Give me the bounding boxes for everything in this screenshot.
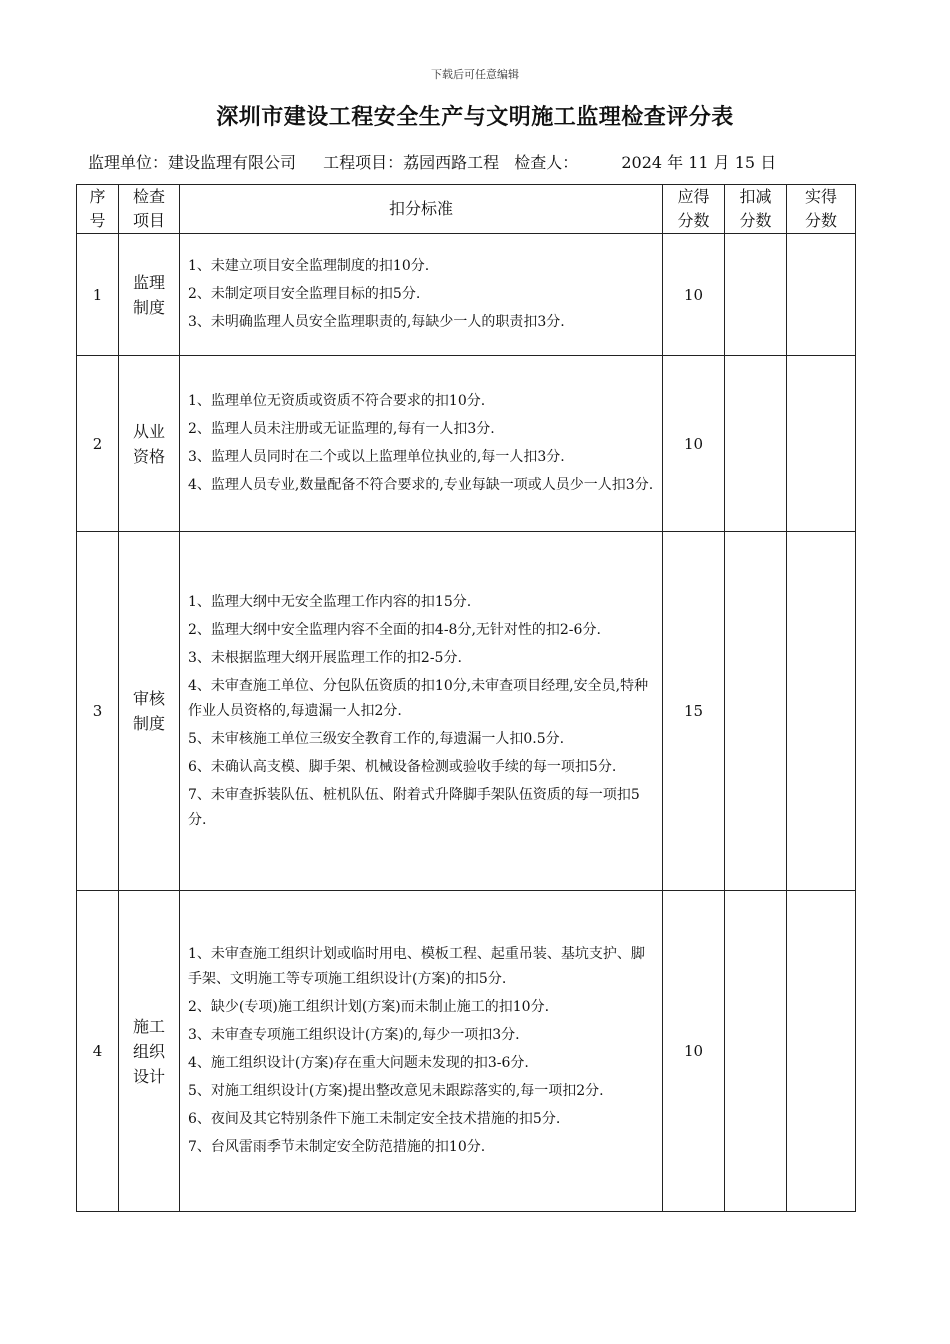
download-note: 下载后可任意编辑 — [431, 68, 519, 81]
row-criteria — [180, 356, 663, 532]
inspector-label: 检查人： — [514, 153, 579, 172]
supervision-unit: 监理单位：建设监理有限公司 — [88, 153, 297, 172]
header-deduct-score: 扣减 分数 — [725, 185, 787, 234]
criteria-line: 2、监理大纲中安全监理内容不全面的扣4-8分,无针对性的扣2-6分. — [188, 621, 601, 638]
criteria-line: 5、未审核施工单位三级安全教育工作的,每遗漏一人扣0.5分. — [188, 730, 565, 747]
row-due-score: 10 — [663, 356, 725, 532]
criteria-line: 1、监理大纲中无安全监理工作内容的扣15分. — [188, 593, 472, 610]
row-deduct-score — [725, 356, 787, 532]
criteria-line: 1、未建立项目安全监理制度的扣10分. — [188, 258, 430, 274]
header-actual-score: 实得 分数 — [787, 185, 856, 234]
criteria-line: 2、缺少(专项)施工组织计划(方案)而未制止施工的扣10分. — [188, 999, 550, 1015]
criteria-line: 1、监理单位无资质或资质不符合要求的扣10分. — [188, 393, 486, 409]
row-deduct-score — [725, 532, 787, 891]
row-actual-score — [787, 891, 856, 1212]
criteria-line: 6、未确认高支模、脚手架、机械设备检测或验收手续的每一项扣5分. — [188, 758, 617, 775]
criteria-line: 3、监理人员同时在二个或以上监理单位执业的,每一人扣3分. — [188, 449, 565, 465]
criteria-line: 3、未明确监理人员安全监理职责的,每缺少一人的职责扣3分. — [188, 314, 565, 330]
row-deduct-score — [725, 891, 787, 1212]
row-deduct-score — [725, 234, 787, 356]
row-due-score: 15 — [663, 532, 725, 891]
row-item: 从业 资格 — [119, 356, 180, 532]
row-criteria — [180, 891, 663, 1212]
table-row — [77, 356, 856, 532]
criteria-line: 4、监理人员专业,数量配备不符合要求的,专业每缺一项或人员少一人扣3分. — [188, 477, 654, 493]
page-title: 深圳市建设工程安全生产与文明施工监理检查评分表 — [216, 104, 734, 130]
row-seq: 1 — [77, 234, 119, 356]
row-criteria — [180, 532, 663, 891]
row-seq: 2 — [77, 356, 119, 532]
header-seq: 序 号 — [77, 185, 119, 234]
row-due-score: 10 — [663, 234, 725, 356]
row-due-score: 10 — [663, 891, 725, 1212]
row-item: 监理 制度 — [119, 234, 180, 356]
table-row — [77, 234, 856, 356]
score-table — [76, 184, 856, 1212]
row-item: 审核 制度 — [119, 532, 180, 891]
criteria-line: 2、监理人员未注册或无证监理的,每有一人扣3分. — [188, 421, 495, 437]
header-due-score: 应得 分数 — [663, 185, 725, 234]
header-item: 检查 项目 — [119, 185, 180, 234]
table-row — [77, 532, 856, 891]
row-seq: 4 — [77, 891, 119, 1212]
row-seq: 3 — [77, 532, 119, 891]
project-name: 工程项目：荔园西路工程 — [323, 153, 500, 172]
criteria-line: 6、夜间及其它特别条件下施工未制定安全技术措施的扣5分. — [188, 1111, 561, 1127]
header-row — [77, 185, 856, 234]
criteria-line: 3、未审查专项施工组织设计(方案)的,每少一项扣3分. — [188, 1027, 520, 1043]
criteria-line: 5、对施工组织设计(方案)提出整改意见未跟踪落实的,每一项扣2分. — [188, 1083, 604, 1099]
row-item: 施工 组织 设计 — [119, 891, 180, 1212]
info-line — [88, 150, 776, 173]
criteria-line: 4、未审查施工单位、分包队伍资质的扣10分,未审查项目经理,安全员,特种作业人员资格的,每遗漏一人扣2分. — [188, 677, 649, 719]
criteria-line: 2、未制定项目安全监理目标的扣5分. — [188, 286, 421, 302]
criteria-line: 4、施工组织设计(方案)存在重大问题未发现的扣3-6分. — [188, 1055, 529, 1071]
row-actual-score — [787, 356, 856, 532]
header-criteria: 扣分标准 — [180, 185, 663, 234]
inspection-date: 2024 年 11 月 15 日 — [621, 153, 777, 172]
criteria-line: 7、台风雷雨季节未制定安全防范措施的扣10分. — [188, 1139, 486, 1155]
row-criteria — [180, 234, 663, 356]
criteria-line: 3、未根据监理大纲开展监理工作的扣2-5分. — [188, 649, 462, 666]
criteria-line: 7、未审查拆装队伍、桩机队伍、附着式升降脚手架队伍资质的每一项扣5分. — [188, 786, 640, 828]
row-actual-score — [787, 234, 856, 356]
table-row — [77, 891, 856, 1212]
row-actual-score — [787, 532, 856, 891]
criteria-line: 1、未审查施工组织计划或临时用电、模板工程、起重吊装、基坑支护、脚手架、文明施工等专项施工组织设计(方案)的扣5分. — [188, 946, 645, 987]
